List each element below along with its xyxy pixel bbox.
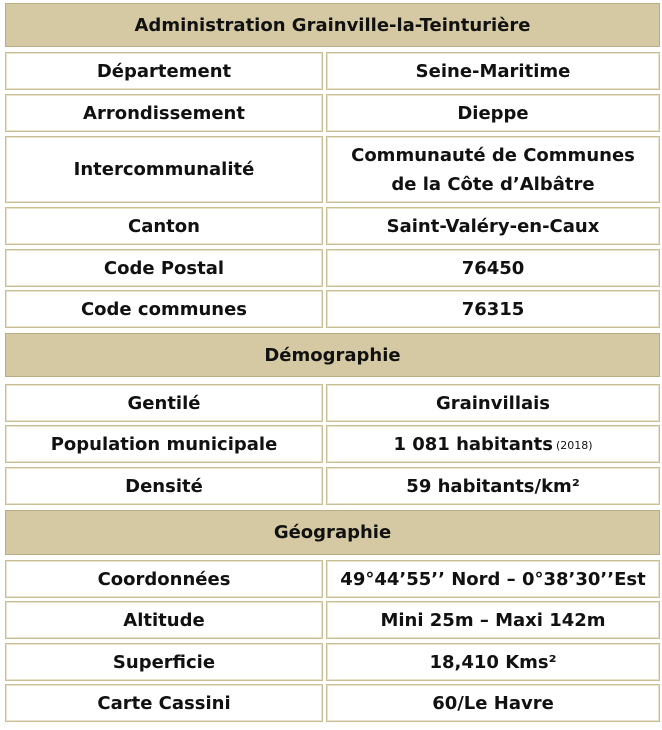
row-label: Population municipale: [5, 425, 323, 463]
table-row-code-postal: [3, 249, 660, 287]
row-label: Superficie: [5, 643, 323, 681]
row-value: Mini 25m – Maxi 142m: [326, 601, 660, 639]
row-value: Saint-Valéry-en-Caux: [326, 207, 660, 245]
row-value: 18,410 Kms²: [326, 643, 660, 681]
row-value: 76450: [326, 249, 660, 287]
row-label: Département: [5, 52, 323, 90]
population-year-note: (2018): [555, 438, 593, 452]
row-label: Code communes: [5, 290, 323, 328]
row-value: 76315: [326, 290, 660, 328]
section-header-demographie: Démographie: [5, 333, 660, 377]
row-value: Seine-Maritime: [326, 52, 660, 90]
table-row-densite: [3, 467, 660, 505]
table-row-intercommunalite: [3, 136, 660, 203]
table-row-population: [3, 425, 660, 463]
table-row-altitude: [3, 601, 660, 639]
row-value: 49°44’55’’ Nord – 0°38’30’’Est: [326, 560, 660, 598]
row-label: Canton: [5, 207, 323, 245]
row-label: Intercommunalité: [5, 136, 323, 203]
row-value: 59 habitants/km²: [326, 467, 660, 505]
table-row-carte-cassini: [3, 684, 660, 722]
row-label: Arrondissement: [5, 94, 323, 132]
table-row-coordonnees: [3, 560, 660, 598]
table-row-arrondissement: [3, 94, 660, 132]
section-header-geographie: Géographie: [5, 510, 660, 555]
row-value: Dieppe: [326, 94, 660, 132]
row-label: Densité: [5, 467, 323, 505]
row-value: [326, 425, 660, 463]
table-row-departement: [3, 52, 660, 90]
row-label: Gentilé: [5, 384, 323, 422]
section-header-administration: Administration Grainville-la-Teinturière: [5, 3, 660, 47]
row-label: Coordonnées: [5, 560, 323, 598]
population-value: 1 081 habitants: [393, 433, 553, 455]
row-label: Carte Cassini: [5, 684, 323, 722]
table-row-superficie: [3, 643, 660, 681]
row-label: Code Postal: [5, 249, 323, 287]
row-value: Communauté de Communes de la Côte d’Albâtre: [326, 136, 660, 203]
table-row-canton: [3, 207, 660, 245]
row-label: Altitude: [5, 601, 323, 639]
row-value: Grainvillais: [326, 384, 660, 422]
table-row-gentile: [3, 384, 660, 422]
table-row-code-communes: [3, 290, 660, 328]
row-value: 60/Le Havre: [326, 684, 660, 722]
